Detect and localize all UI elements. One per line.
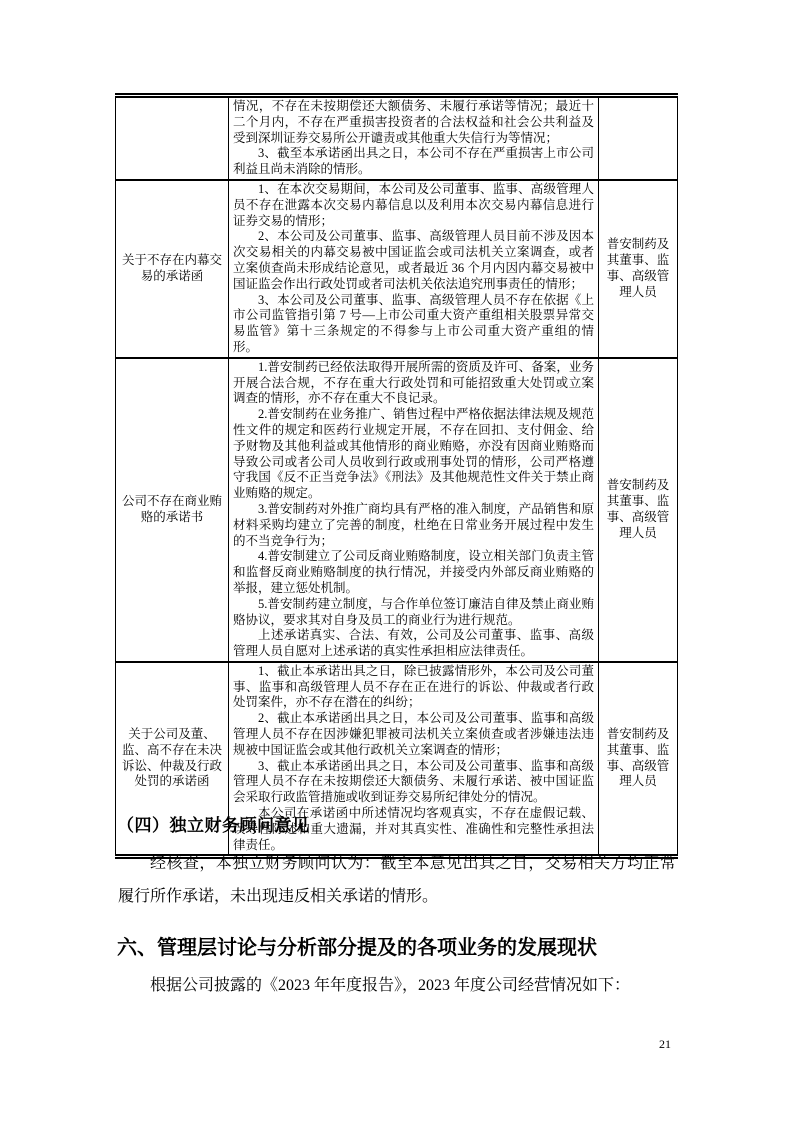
commitment-paragraph: 上述承诺真实、合法、有效，公司及公司董事、监事、高级管理人员自愿对上述承诺的真实性承担相应法律责任。 [233, 628, 594, 659]
commitment-paragraph: 3、本公司及公司董事、监事、高级管理人员不存在依据《上市公司监管指引第 7 号—上市公司重大资产重组相关股票异常交易监管》第十三条规定的不得参与上市公司重大资产重组的情形。 [233, 292, 594, 354]
commitment-content-cell [229, 358, 599, 662]
commitment-paragraph: 1、在本次交易期间，本公司及公司董事、监事、高级管理人员不存在泄露本次交易内幕信息以及利用本次交易内幕信息进行证券交易的情形； [233, 181, 594, 228]
table-row [116, 180, 678, 358]
commitment-party-cell: 普安制药及其董事、监事、高级管理人员 [599, 180, 678, 358]
commitment-paragraph: 3、截至本承诺函出具之日，本公司不存在严重损害上市公司利益且尚未消除的情形。 [233, 146, 594, 177]
table-row [116, 358, 678, 662]
commitment-paragraph: 4.普安制建立了公司反商业贿赂制度，设立相关部门负责主管和监督反商业贿赂制度的执行情况，并接受内外部反商业贿赂的举报，建立惩处机制。 [233, 549, 594, 595]
commitment-party-cell: 普安制药及其董事、监事、高级管理人员 [599, 358, 678, 662]
commitment-paragraph: 2、截止本承诺函出具之日，本公司及公司董事、监事和高级管理人员不存在因涉嫌犯罪被司法机关立案侦查或者涉嫌违法违规被中国证监会或其他行政机关立案调查的情形； [233, 711, 594, 757]
commitments-table-container [115, 93, 677, 859]
commitment-paragraph: 3、截止本承诺函出具之日，本公司及公司董事、监事和高级管理人员不存在未按期偿还大额债务、未履行承诺、被中国证监会采取行政监管措施或收到证券交易所纪律处分的情况。 [233, 758, 594, 805]
commitment-paragraph: 1.普安制药已经依法取得开展所需的资质及许可、备案，业务开展合法合规，不存在重大行政处罚和可能招致重大处罚或立案调查的情形，亦不存在重大不良记录。 [233, 359, 594, 406]
commitment-paragraph: 5.普安制药建立制度，与合作单位签订廉洁自律及禁止商业贿赂协议，要求其对自身及员工的商业行为进行规范。 [233, 596, 594, 627]
commitment-paragraph: 本公司在承诺函中所述情况均客观真实，不存在虚假记载、误导性陈述和重大遗漏，并对其真实性、准确性和完整性承担法律责任。 [233, 806, 594, 852]
commitments-table [115, 93, 678, 859]
management-discussion-paragraph: 根据公司披露的《2023 年年度报告》，2023 年度公司经营情况如下： [150, 977, 631, 994]
commitment-content-cell [229, 180, 599, 358]
commitment-paragraph: 情况，不存在未按期偿还大额债务、未履行承诺等情况；最近十二个月内，不存在严重损害投资者的合法权益和社会公共利益及受到深圳证券交易所公开谴责或其他重大失信行为等情况； [233, 99, 594, 145]
commitment-party-cell [599, 96, 678, 180]
commitment-paragraph: 2、本公司及公司董事、监事、高级管理人员目前不涉及因本次交易相关的内幕交易被中国证监会或司法机关立案调查，或者立案侦查尚未形成结论意见，或者最近 36 个月内因内幕交易被中国证监会作出行政处罚或者司法机关依法追究刑事责任的情形； [233, 229, 594, 291]
commitment-party-cell: 普安制药及其董事、监事、高级管理人员 [599, 662, 678, 857]
section-heading-management-discussion: 六、管理层讨论与分析部分提及的各项业务的发展现状 [117, 937, 597, 959]
commitment-name-cell: 关于不存在内幕交易的承诺函 [116, 180, 229, 358]
page-number: 21 [659, 1037, 671, 1051]
advisor-opinion-paragraph: 经核查，本独立财务顾问认为：截至本意见出具之日，交易相关方均正常履行所作承诺，未出现违反相关承诺的情形。 [118, 855, 676, 905]
section-heading-independent-advisor-opinion: （四）独立财务顾问意见 [117, 816, 310, 835]
commitment-name-cell: 关于公司及董、监、高不存在未决诉讼、仲裁及行政处罚的承诺函 [116, 662, 229, 857]
commitment-name-cell: 公司不存在商业贿赂的承诺书 [116, 358, 229, 662]
commitment-paragraph: 3.普安制药对外推广商均具有严格的准入制度，产品销售和原材料采购均建立了完善的制度，杜绝在日常业务开展过程中发生的不当竞争行为； [233, 501, 594, 548]
commitment-paragraph: 2.普安制药在业务推广、销售过程中严格依据法律法规及规范性文件的规定和医药行业规定开展，不存在回扣、支付佣金、给予财物及其他利益或其他情形的商业贿赂，亦没有因商业贿赂而导致公司或者公司人员收到行政或刑事处罚的情形，公司严格遵守我国《反不正当竞争法》《刑法》及其他规范性文件关于禁止商业贿赂的规定。 [233, 407, 594, 501]
table-row [116, 96, 678, 180]
commitment-paragraph: 1、截止本承诺出具之日，除已披露情形外，本公司及公司董事、监事和高级管理人员不存在正在进行的诉讼、仲裁或者行政处罚案件，亦不存在潜在的纠纷； [233, 663, 594, 710]
commitment-name-cell [116, 96, 229, 180]
commitment-content-cell [229, 96, 599, 180]
